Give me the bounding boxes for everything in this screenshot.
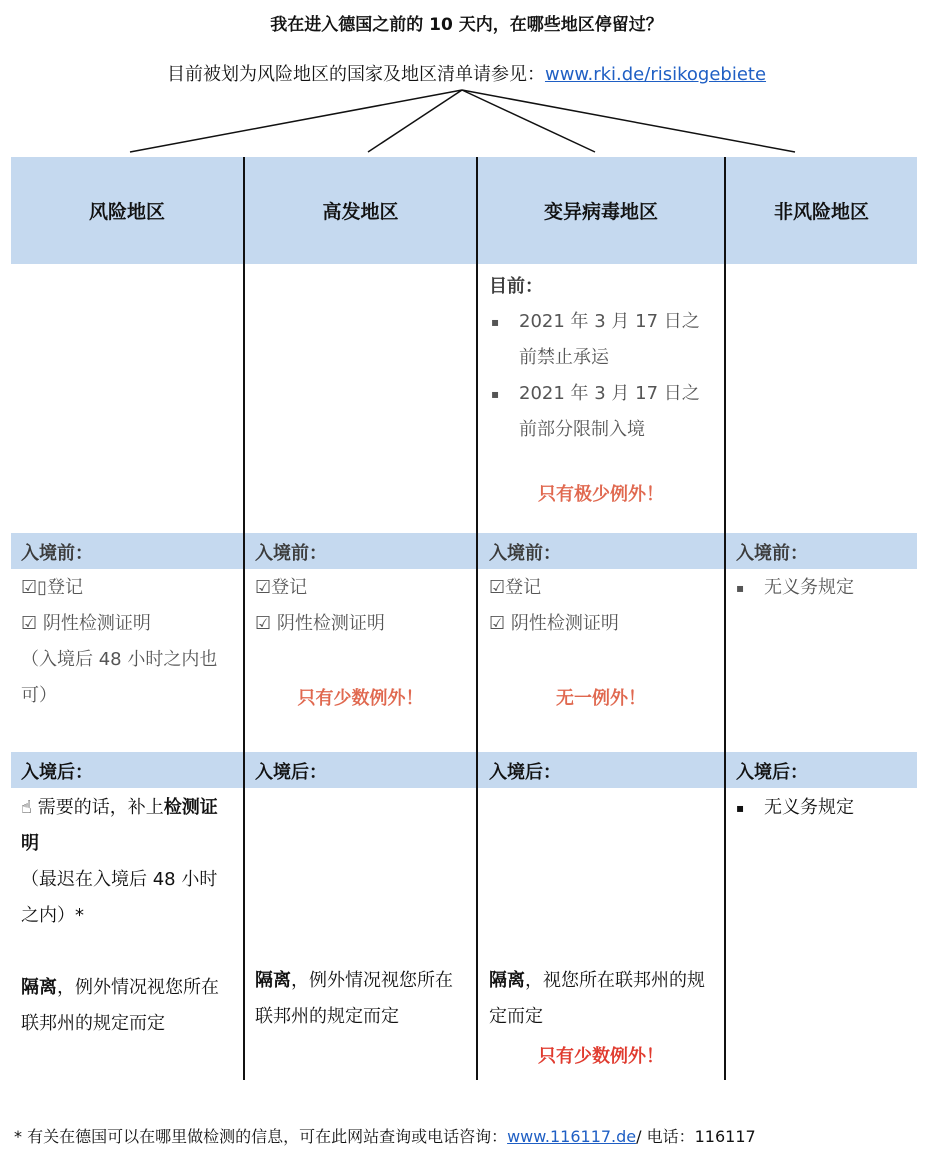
116117-link[interactable]: www.116117.de	[507, 1127, 637, 1146]
bullet-square-icon: ▪	[736, 801, 745, 815]
before-entry-high-incidence	[255, 570, 470, 642]
pointing-hand-icon: ☝	[21, 797, 32, 818]
before-entry-label: 入境前：	[736, 543, 808, 564]
test-requirement: ☝ 需要的话，补上检测证明	[21, 797, 218, 854]
column-header-high-incidence: 高发地区	[322, 201, 399, 223]
after-entry-label: 入境后：	[21, 762, 93, 783]
no-exceptions-note: 无一例外！	[556, 688, 646, 709]
quarantine-variant: 隔离，视您所在联邦州的规定而定	[489, 970, 705, 1027]
list-item: ▪ 2021 年 3 月 17 日之前禁止承运	[491, 304, 716, 376]
few-exceptions-note: 只有少数例外！	[538, 1046, 664, 1067]
subtitle-text: 目前被划为风险地区的国家及地区清单请参见：	[166, 64, 545, 85]
current-label: 目前：	[489, 276, 543, 297]
current-exception-note: 只有极少例外！	[538, 484, 664, 505]
before-entry-variant	[489, 570, 714, 642]
bullet-square-icon: ▪	[491, 387, 500, 401]
quarantine-risk: 隔离，例外情况视您所在联邦州的规定而定	[21, 977, 219, 1034]
list-item: ▪ 2021 年 3 月 17 日之前部分限制入境	[491, 376, 716, 448]
check-register: ☑登记	[255, 577, 308, 598]
connector-lines	[0, 0, 933, 160]
test-deadline-note: （最迟在入境后 48 小时之内）*	[21, 869, 218, 926]
after-entry-label: 入境后：	[736, 762, 808, 783]
column-divider	[243, 157, 245, 1080]
before-entry-note: （入境后 48 小时之内也可）	[21, 649, 218, 706]
list-item: ▪ 无义务规定	[736, 790, 911, 826]
column-header-variant: 变异病毒地区	[543, 201, 658, 223]
after-entry-label: 入境后：	[255, 762, 327, 783]
check-register: ☑登记	[489, 577, 542, 598]
column-divider	[724, 157, 726, 1080]
check-negative-test: ☑ 阴性检测证明	[21, 613, 151, 634]
footnote-phone: / 电话：116117	[636, 1127, 756, 1146]
after-entry-non-risk	[736, 790, 911, 826]
few-exceptions-note: 只有少数例外！	[297, 688, 424, 709]
quarantine-high-incidence: 隔离，例外情况视您所在联邦州的规定而定	[255, 970, 453, 1027]
page-title: 我在进入德国之前的 10 天内，在哪些地区停留过？	[270, 15, 663, 35]
current-list	[491, 304, 716, 448]
check-negative-test: ☑ 阴性检测证明	[489, 613, 619, 634]
footnote-text: * 有关在德国可以在哪里做检测的信息，可在此网站查询或电话咨询：	[14, 1127, 508, 1146]
rki-link[interactable]: www.rki.de/risikogebiete	[544, 64, 767, 85]
bullet-square-icon: ▪	[736, 581, 745, 595]
column-header-risk: 风险地区	[88, 201, 165, 223]
check-register: ☑▯登记	[21, 577, 84, 598]
footnote	[14, 1124, 756, 1147]
check-negative-test: ☑ 阴性检测证明	[255, 613, 385, 634]
before-entry-label: 入境前：	[255, 543, 327, 564]
column-header-non-risk: 非风险地区	[773, 201, 869, 223]
before-entry-label: 入境前：	[21, 543, 93, 564]
before-entry-label: 入境前：	[489, 543, 561, 564]
bullet-square-icon: ▪	[491, 315, 500, 329]
column-divider	[476, 157, 478, 1080]
before-entry-non-risk	[736, 570, 911, 606]
after-entry-label: 入境后：	[489, 762, 561, 783]
before-entry-risk	[21, 570, 236, 714]
after-entry-risk	[21, 790, 231, 934]
list-item: ▪ 无义务规定	[736, 570, 911, 606]
